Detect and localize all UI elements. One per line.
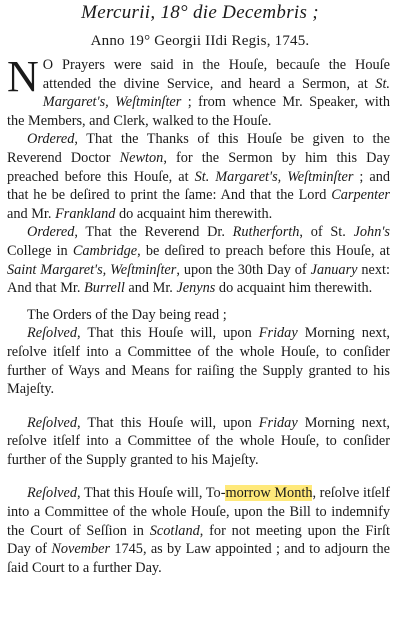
italic-run: Friday [258, 414, 298, 431]
italic-run: Scotland [149, 522, 200, 539]
paragraph-orders-read [7, 306, 390, 325]
text-run: and Mr. [124, 280, 177, 297]
page-heading-regnal-year: Anno 19° Georgii IIdi Regis, 1745. [90, 33, 310, 49]
italic-run: John's [353, 224, 390, 241]
text-run: do acquaint him therewith. [115, 205, 273, 222]
text-run: , That the Thanks of this Houſe be given to the Reverend Doctor [7, 131, 390, 166]
italic-run: St. Margaret's, Weſtminſter [42, 75, 390, 111]
highlighted-phrase: morrow Month [225, 485, 313, 502]
italic-run: Saint Margaret's, Weſtminſter [7, 261, 177, 278]
text-run: , for not meeting upon the Firſt Day of [7, 522, 390, 558]
text-run: , reſolve itſelf into a Committee of the whole Houſe, upon the Bill to indemnify the Court of Seſſion in [7, 485, 390, 539]
paragraph-order-thanks [7, 130, 390, 223]
italic-run: Burrell [84, 280, 125, 297]
italic-run: Carpenter [331, 187, 390, 204]
italic-run: Cambridge [72, 242, 138, 259]
text-run: , That this Houſe will, To- [77, 485, 226, 502]
text-run: , That the Reverend Dr. [74, 224, 233, 241]
journal-body [7, 52, 390, 577]
italic-run: Reſolved [27, 325, 78, 342]
paragraph-prayers [7, 52, 390, 130]
drop-cap: N [7, 52, 39, 101]
text-run: , be deſired to preach before this Houſe, at [137, 242, 390, 259]
text-run: Morning next, reſolve itſelf into a Committee of the whole Houſe, to conſider further of Ways and Means for raiſing the Supply granted to his Majeſty. [7, 325, 390, 398]
text-run: , That this Houſe will, upon [77, 414, 259, 431]
text-run: 1745, as by Law appointed ; and to adjourn the ſaid Court to a further Day. [7, 541, 390, 576]
text-run: Morning next, reſolve itſelf into a Committee of the whole Houſe, to conſider further of the Supply granted to his Majeſty. [7, 414, 390, 468]
italic-run: November [51, 541, 111, 558]
text-run: , of St. [299, 224, 354, 241]
text-run: , upon the 30th Day of [176, 261, 311, 278]
italic-run: Reſolved [27, 414, 78, 431]
page-heading-date: Mercurii, 18° die Decembris ; [81, 2, 319, 23]
italic-run: Rutherforth [232, 224, 300, 241]
italic-run: Jenyns [176, 280, 216, 297]
paragraph-resolved-court-of-session [7, 484, 390, 577]
italic-run: Ordered [27, 131, 75, 148]
italic-run: Friday [258, 325, 298, 342]
paragraph-resolved-ways-means [7, 324, 390, 398]
text-run: next: And that Mr. [7, 261, 390, 297]
text-run: do acquaint him therewith. [215, 280, 373, 297]
text-run: The Orders of the Day being read ; [27, 306, 227, 323]
italic-run: Frankland [55, 205, 116, 222]
paragraph-order-preach [7, 223, 390, 297]
italic-run: Ordered [27, 224, 75, 241]
text-run: and Mr. [7, 205, 56, 222]
text-run: , for the Sermon by him this Day preached before this Houſe, at [7, 149, 390, 185]
text-run: , That this Houſe will, upon [77, 325, 259, 342]
italic-run: St. Margaret's, Weſtminſter [194, 168, 354, 185]
text-run: College in [7, 242, 73, 259]
italic-run: Newton [119, 149, 164, 166]
text-run: ; from whence Mr. Speaker, with the Members, and Clerk, walked to the Houſe. [7, 94, 390, 129]
paragraph-resolved-supply [7, 414, 390, 470]
text-run: O Prayers were said in the Houſe, becauſe the Houſe attended the divine Service, and heard a Sermon, at [42, 57, 390, 92]
text-run: ; and that he be deſired to print the ſame: And that the Lord [7, 168, 390, 204]
italic-run: January [310, 261, 358, 278]
italic-run: Reſolved [27, 485, 78, 502]
